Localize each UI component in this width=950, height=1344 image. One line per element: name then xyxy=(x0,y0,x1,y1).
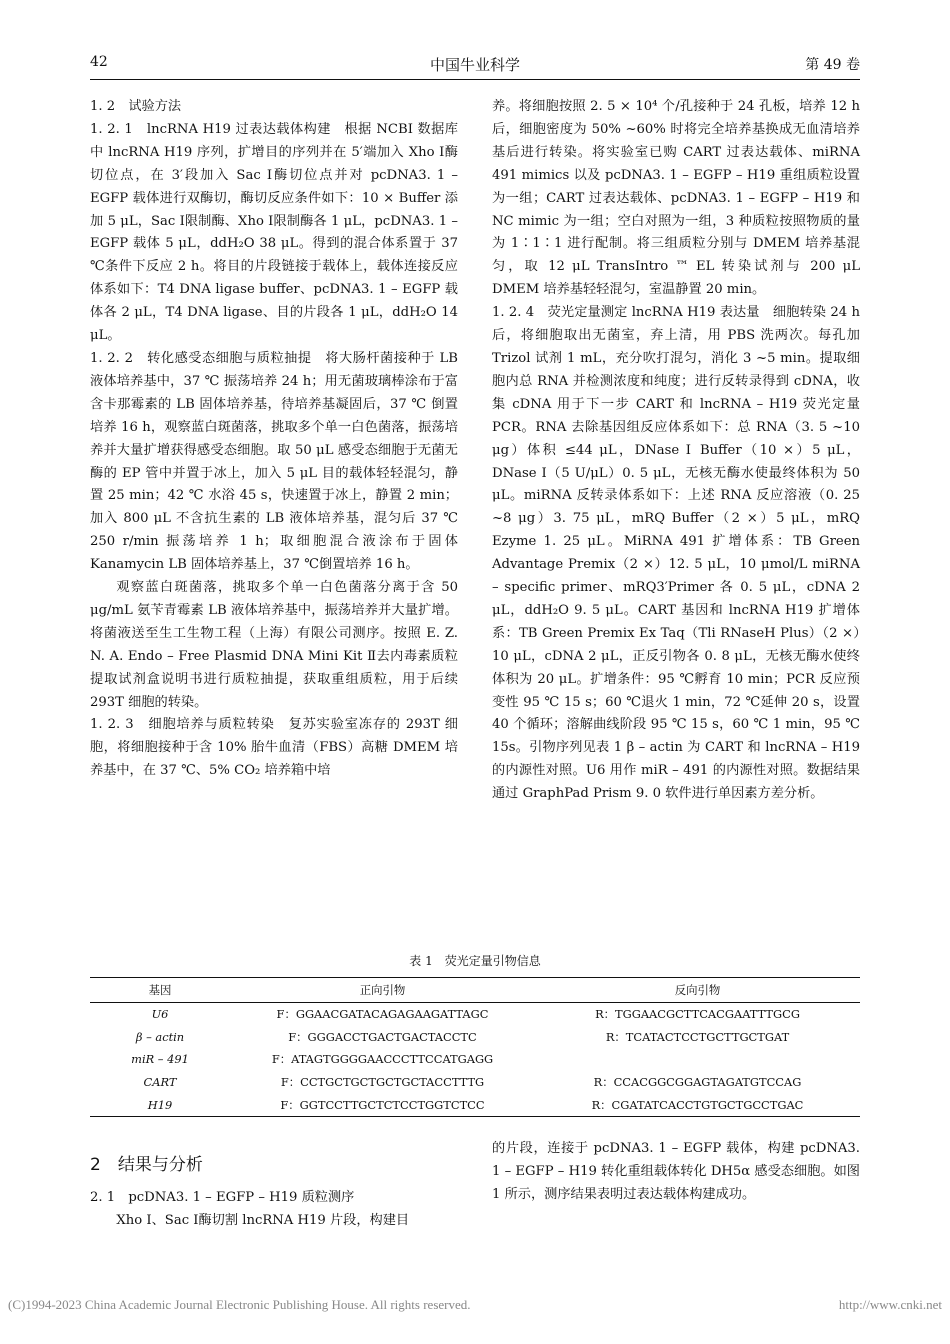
paragraph: 养。将细胞按照 2. 5 × 10⁴ 个/孔接种于 24 孔板，培养 12 h 后，细胞密度为 50% ~60% 时将完全培养基换成无血清培养基后进行转染。将实验室已购 CART 过表达载体、miRNA 491 mimics 以及 pcDNA3. 1 – EGFP – H19 重组质粒设置为一组；CART 过表达载体、pcDNA3. 1 – EGFP – H19 和 NC mimic 为一组；空白对照为一组，3 种质粒按照物质的量为 1∶1∶1 进行配制。将三组质粒分别与 DMEM 培养基混匀，取 12 μL TransIntro ™ EL 转染试剂与 200 μL DMEM 培养基轻轻混匀，室温静置 20 min。 xyxy=(492,99,860,298)
left-column-bottom xyxy=(90,1187,458,1233)
paragraph: 2. 1 pcDNA3. 1 – EGFP – H19 质粒测序 xyxy=(90,1190,355,1205)
copyright-text: (C)1994-2023 China Academic Journal Electronic Publishing House. All rights reserved. xyxy=(8,1297,471,1312)
gene-cell: CART xyxy=(143,1075,177,1090)
table-row xyxy=(90,1071,860,1094)
gene-cell: β – actin xyxy=(135,1029,185,1044)
gene-cell: H19 xyxy=(90,1093,230,1116)
forward-primer-cell: F：ATAGTGGGGAACCCTTCCATGAGG xyxy=(271,1052,494,1067)
right-column-bottom xyxy=(492,1138,860,1207)
section-heading: 2 结果与分析 xyxy=(90,1155,203,1175)
left-column-top xyxy=(90,96,458,783)
header-reverse: 反向引物 xyxy=(535,978,860,1003)
reverse-primer-cell: R：TGGAACGCTTCACGAATTTGCG xyxy=(595,1007,800,1022)
reverse-primer-cell xyxy=(535,1048,860,1071)
volume-label: 第 49 卷 xyxy=(805,57,860,73)
cnki-link[interactable]: http://www.cnki.net xyxy=(838,1297,942,1312)
table-caption: 表 1 荧光定量引物信息 xyxy=(409,954,541,968)
paragraph: 1. 2 试验方法 xyxy=(90,99,182,114)
journal-title: 中国牛业科学 xyxy=(429,56,520,74)
table-row xyxy=(90,1093,860,1116)
forward-primer-cell: F：GGAACGATACAGAGAAGATTAGC xyxy=(276,1007,489,1022)
table-row xyxy=(90,1048,860,1071)
header-rule xyxy=(90,79,860,80)
paragraph: 观察蓝白斑菌落，挑取多个单一白色菌落分离于含 50 μg/mL 氨苄青霉素 LB 液体培养基中，振荡培养并大量扩增。将菌液送至生工生物工程（上海）有限公司测序。按照 E. Z. N. A. Endo – Free Plasmid DNA Mini Kit Ⅱ去内毒素质粒提取试剂盒说明书进行质粒抽提，获取重组质粒，用于后续 293T 细胞的转染。 xyxy=(90,580,458,710)
running-header xyxy=(90,50,860,80)
page-number: 42 xyxy=(90,54,108,70)
header-forward: 正向引物 xyxy=(230,978,535,1003)
header-gene: 基因 xyxy=(90,978,230,1003)
forward-primer-cell: F：GGGACCTGACTGACTACCTC xyxy=(288,1029,477,1044)
reverse-primer-cell: R：CGATATCACCTGTGCTGCCTGAC xyxy=(535,1093,860,1116)
right-column-top xyxy=(492,96,860,806)
reverse-primer-cell: R：TCATACTCCTGCTTGCTGAT xyxy=(605,1029,790,1044)
paragraph: 1. 2. 1 lncRNA H19 过表达载体构建 根据 NCBI 数据库中 lncRNA H19 序列，扩增目的序列并在 5′端加入 Xho Ⅰ酶切位点，在 3′段加入 Sac Ⅰ酶切位点并对 pcDNA3. 1 – EGFP 载体进行双酶切，酶切反应条件如下：10 × Buffer 添加 5 μL，Sac Ⅰ限制酶、Xho Ⅰ限制酶各 1 μL，pcDNA3. 1 – EGFP 载体 5 μL，ddH₂O 38 μL。得到的混合体系置于 37 ℃条件下反应 2 h。将目的片段链接于载体上，载体连接反应体系如下：T4 DNA ligase buffer、pcDNA3. 1 – EGFP 载体各 2 μL，T4 DNA ligase、目的片段各 1 μL，ddH₂O 14 μL。 xyxy=(90,121,458,344)
paragraph: Xho Ⅰ、Sac Ⅰ酶切割 lncRNA H19 片段，构建目 xyxy=(116,1212,410,1228)
forward-primer-cell: F：GGTCCTTGCTCTCCTGGTCTCC xyxy=(230,1093,535,1116)
gene-cell: U6 xyxy=(151,1007,169,1022)
gene-cell: miR – 491 xyxy=(131,1052,189,1067)
paragraph: 的片段，连接于 pcDNA3. 1 – EGFP 载体，构建 pcDNA3. 1 – EGFP – H19 转化重组载体转化 DH5α 感受态细胞。如图 1 所示，测序结果表明过表达载体构建成功。 xyxy=(492,1141,860,1202)
paragraph: 1. 2. 2 转化感受态细胞与质粒抽提 将大肠杆菌接种于 LB 液体培养基中，37 ℃ 振荡培养 24 h；用无菌玻璃棒涂布于富含卡那霉素的 LB 固体培养基，待培养基凝固后，37 ℃ 倒置培养 16 h，观察蓝白斑菌落，挑取多个单一白色菌落，振荡培养并大量扩增获得感受态细胞。取 50 μL 感受态细胞于无菌无酶的 EP 管中并置于冰上，加入 5 μL 目的载体轻轻混匀，静置 25 min；42 ℃ 水浴 45 s，快速置于冰上，静置 2 min；加入 800 μL 不含抗生素的 LB 液体培养基，混匀后 37 ℃ 250 r/min 振荡培养 1 h；取细胞混合液涂布于固体 Kanamycin LB 固体培养基上，37 ℃倒置培养 16 h。 xyxy=(90,350,458,573)
reverse-primer-cell: R：CCACGGCGGAGTAGATGTCCAG xyxy=(593,1075,802,1090)
table-header-row xyxy=(90,978,860,1003)
primer-table xyxy=(90,977,860,1117)
table-row xyxy=(90,1026,860,1049)
forward-primer-cell: F：CCTGCTGCTGCTGCTACCTTTG xyxy=(280,1075,485,1090)
table-row xyxy=(90,1003,860,1026)
paragraph: 1. 2. 4 荧光定量测定 lncRNA H19 表达量 细胞转染 24 h 后，将细胞取出无菌室，弃上清，用 PBS 洗两次。每孔加 Trizol 试剂 1 mL，充分吹打混匀，消化 3 ~5 min。提取细胞内总 RNA 并检测浓度和纯度；进行反转录得到 cDNA，收集 cDNA 用于下一步 CART 和 lncRNA – H19 荧光定量 PCR。RNA 去除基因组反应体系如下：总 RNA（3. 5 ~10 μg）体积 ≤44 μL，DNase Ⅰ Buffer（10 ×）5 μL，DNase Ⅰ（5 U/μL）0. 5 μL，无核无酶水使最终体积为 50 μL。miRNA 反转录体系如下：上述 RNA 反应溶液（0. 25 ~8 μg）3. 75 μL，mRQ Buffer（2 ×）5 μL，mRQ Ezyme 1. 25 μL。MiRNA 491 扩增体系：TB Green Advantage Premix（2 ×）12. 5 μL，10 μmol/L miRNA – specific primer、mRQ3′Primer 各 0. 5 μL，cDNA 2 μL，ddH₂O 9. 5 μL。CART 基因和 lncRNA H19 扩增体系：TB Green Premix Ex Taq（Tli RNaseH Plus）（2 ×）10 μL，cDNA 2 μL，正反引物各 0. 8 μL，无核无酶水使终体积为 20 μL。扩增条件：95 ℃孵育 10 min；PCR 反应预变性 95 ℃ 15 s；60 ℃退火 1 min，72 ℃延伸 20 s，设置 40 个循环；溶解曲线阶段 95 ℃ 15 s，60 ℃ 1 min，95 ℃ 15s。引物序列见表 1 β – actin 为 CART 和 lncRNA – H19 的内源性对照。U6 用作 miR – 491 的内源性对照。数据结果通过 GraphPad Prism 9. 0 软件进行单因素方差分析。 xyxy=(492,305,860,802)
paragraph: 1. 2. 3 细胞培养与质粒转染 复苏实验室冻存的 293T 细胞，将细胞接种于含 10% 胎牛血清（FBS）高糖 DMEM 培养基中，在 37 ℃、5% CO₂ 培养箱中培 xyxy=(90,717,458,779)
